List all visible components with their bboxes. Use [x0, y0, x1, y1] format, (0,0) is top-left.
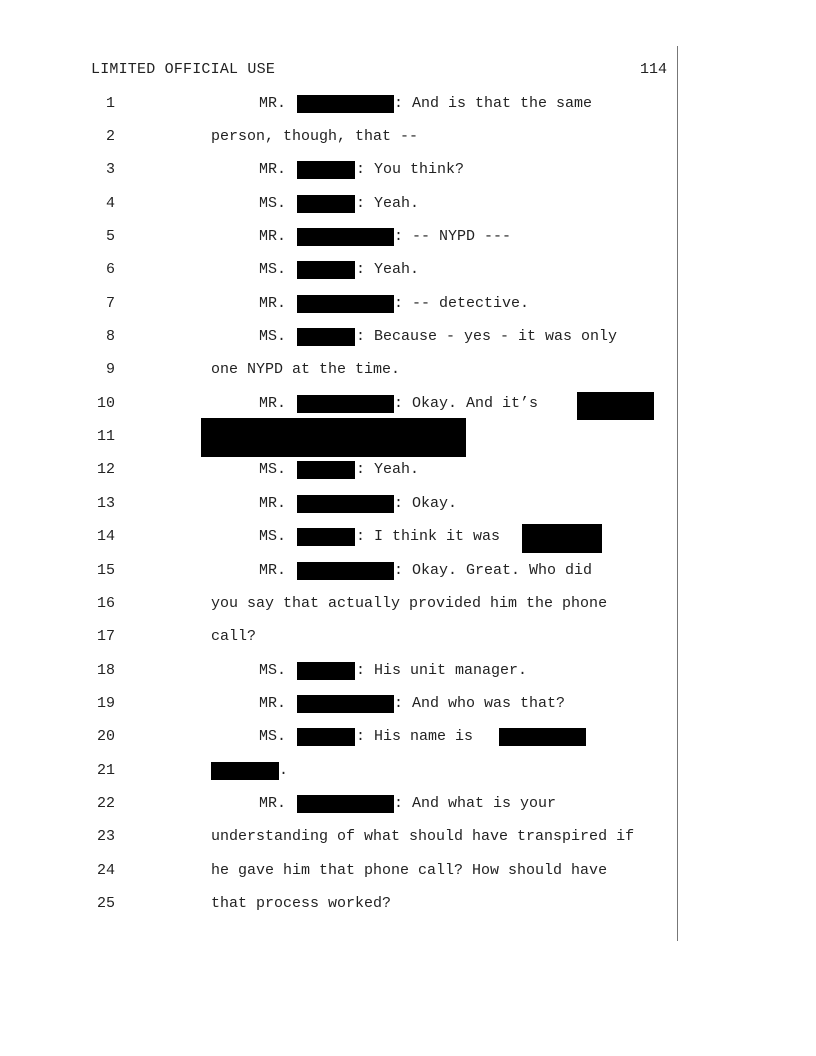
line-text: : Okay. — [394, 495, 458, 512]
transcript-line — [0, 392, 816, 416]
line-text: : And what is your — [394, 795, 557, 812]
transcript-line — [0, 525, 816, 549]
line-number: 1 — [105, 95, 115, 112]
line-number: 9 — [105, 361, 115, 378]
line-number: 16 — [96, 595, 115, 612]
transcript-line — [0, 225, 816, 249]
transcript-line — [0, 425, 816, 449]
transcript-line — [0, 825, 816, 849]
transcript-line — [0, 725, 816, 749]
speaker-title: MR. — [259, 695, 287, 712]
redaction-box — [297, 695, 394, 713]
transcript-line — [0, 92, 816, 116]
speaker-title: MR. — [259, 295, 287, 312]
line-number: 12 — [96, 461, 115, 478]
page-number: 114 — [639, 61, 667, 78]
line-number: 7 — [105, 295, 115, 312]
redaction-box — [297, 728, 355, 746]
line-number: 14 — [96, 528, 115, 545]
line-text: one NYPD at the time. — [211, 361, 401, 378]
speaker-title: MR. — [259, 95, 287, 112]
line-text: . — [279, 762, 289, 779]
line-number: 25 — [96, 895, 115, 912]
redaction-box — [577, 392, 654, 420]
line-text: : I think it was — [356, 528, 501, 545]
speaker-title: MR. — [259, 161, 287, 178]
redaction-box — [522, 524, 602, 553]
line-number: 22 — [96, 795, 115, 812]
speaker-title: MS. — [259, 328, 287, 345]
line-number: 24 — [96, 862, 115, 879]
redaction-box — [201, 418, 466, 457]
transcript-line — [0, 892, 816, 916]
line-number: 23 — [96, 828, 115, 845]
redaction-box — [297, 495, 394, 513]
classification-header: LIMITED OFFICIAL USE — [91, 61, 276, 78]
speaker-title: MR. — [259, 562, 287, 579]
line-number: 19 — [96, 695, 115, 712]
line-number: 21 — [96, 762, 115, 779]
redaction-box — [297, 562, 394, 580]
transcript-line — [0, 458, 816, 482]
redaction-box — [297, 95, 394, 113]
line-number: 6 — [105, 261, 115, 278]
transcript-line — [0, 559, 816, 583]
speaker-title: MR. — [259, 228, 287, 245]
line-number: 5 — [105, 228, 115, 245]
line-text: : And who was that? — [394, 695, 566, 712]
transcript-line — [0, 292, 816, 316]
line-text: : His name is — [356, 728, 474, 745]
line-text: person, though, that -- — [211, 128, 419, 145]
line-text: : Yeah. — [356, 195, 420, 212]
speaker-title: MS. — [259, 195, 287, 212]
line-number: 3 — [105, 161, 115, 178]
line-text: : Okay. Great. Who did — [394, 562, 593, 579]
line-text: understanding of what should have transpired if — [211, 828, 635, 845]
redaction-box — [297, 662, 355, 680]
line-text: he gave him that phone call? How should have — [211, 862, 608, 879]
transcript-line — [0, 592, 816, 616]
transcript-line — [0, 325, 816, 349]
line-number: 11 — [96, 428, 115, 445]
transcript-line — [0, 859, 816, 883]
speaker-title: MS. — [259, 728, 287, 745]
transcript-line — [0, 192, 816, 216]
line-text: : -- detective. — [394, 295, 530, 312]
redaction-box — [297, 161, 355, 179]
redaction-box — [297, 261, 355, 279]
transcript-line — [0, 258, 816, 282]
redaction-box — [211, 762, 279, 780]
redaction-box — [297, 195, 355, 213]
speaker-title: MS. — [259, 261, 287, 278]
redaction-box — [297, 795, 394, 813]
line-number: 2 — [105, 128, 115, 145]
transcript-line — [0, 492, 816, 516]
speaker-title: MS. — [259, 461, 287, 478]
line-number: 15 — [96, 562, 115, 579]
line-number: 17 — [96, 628, 115, 645]
line-number: 10 — [96, 395, 115, 412]
line-text: : Okay. And it’s — [394, 395, 539, 412]
redaction-box — [297, 228, 394, 246]
redaction-box — [297, 295, 394, 313]
transcript-line — [0, 759, 816, 783]
line-text: : Yeah. — [356, 461, 420, 478]
line-number: 8 — [105, 328, 115, 345]
line-text: : And is that the same — [394, 95, 593, 112]
redaction-box — [297, 528, 355, 546]
transcript-line — [0, 659, 816, 683]
speaker-title: MR. — [259, 795, 287, 812]
speaker-title: MR. — [259, 395, 287, 412]
transcript-line — [0, 692, 816, 716]
line-text: : Yeah. — [356, 261, 420, 278]
transcript-line — [0, 358, 816, 382]
redaction-box — [297, 461, 355, 479]
line-text: : You think? — [356, 161, 465, 178]
redaction-box — [297, 395, 394, 413]
line-number: 18 — [96, 662, 115, 679]
transcript-line — [0, 125, 816, 149]
speaker-title: MS. — [259, 662, 287, 679]
line-text: : His unit manager. — [356, 662, 528, 679]
line-number: 13 — [96, 495, 115, 512]
line-text: you say that actually provided him the phone — [211, 595, 608, 612]
line-text: : -- NYPD --- — [394, 228, 512, 245]
line-text: call? — [211, 628, 257, 645]
line-text: : Because - yes - it was only — [356, 328, 618, 345]
transcript-line — [0, 158, 816, 182]
speaker-title: MR. — [259, 495, 287, 512]
line-number: 4 — [105, 195, 115, 212]
line-text: that process worked? — [211, 895, 392, 912]
line-number: 20 — [96, 728, 115, 745]
redaction-box — [297, 328, 355, 346]
transcript-line — [0, 625, 816, 649]
transcript-line — [0, 792, 816, 816]
speaker-title: MS. — [259, 528, 287, 545]
redaction-box — [499, 728, 586, 746]
